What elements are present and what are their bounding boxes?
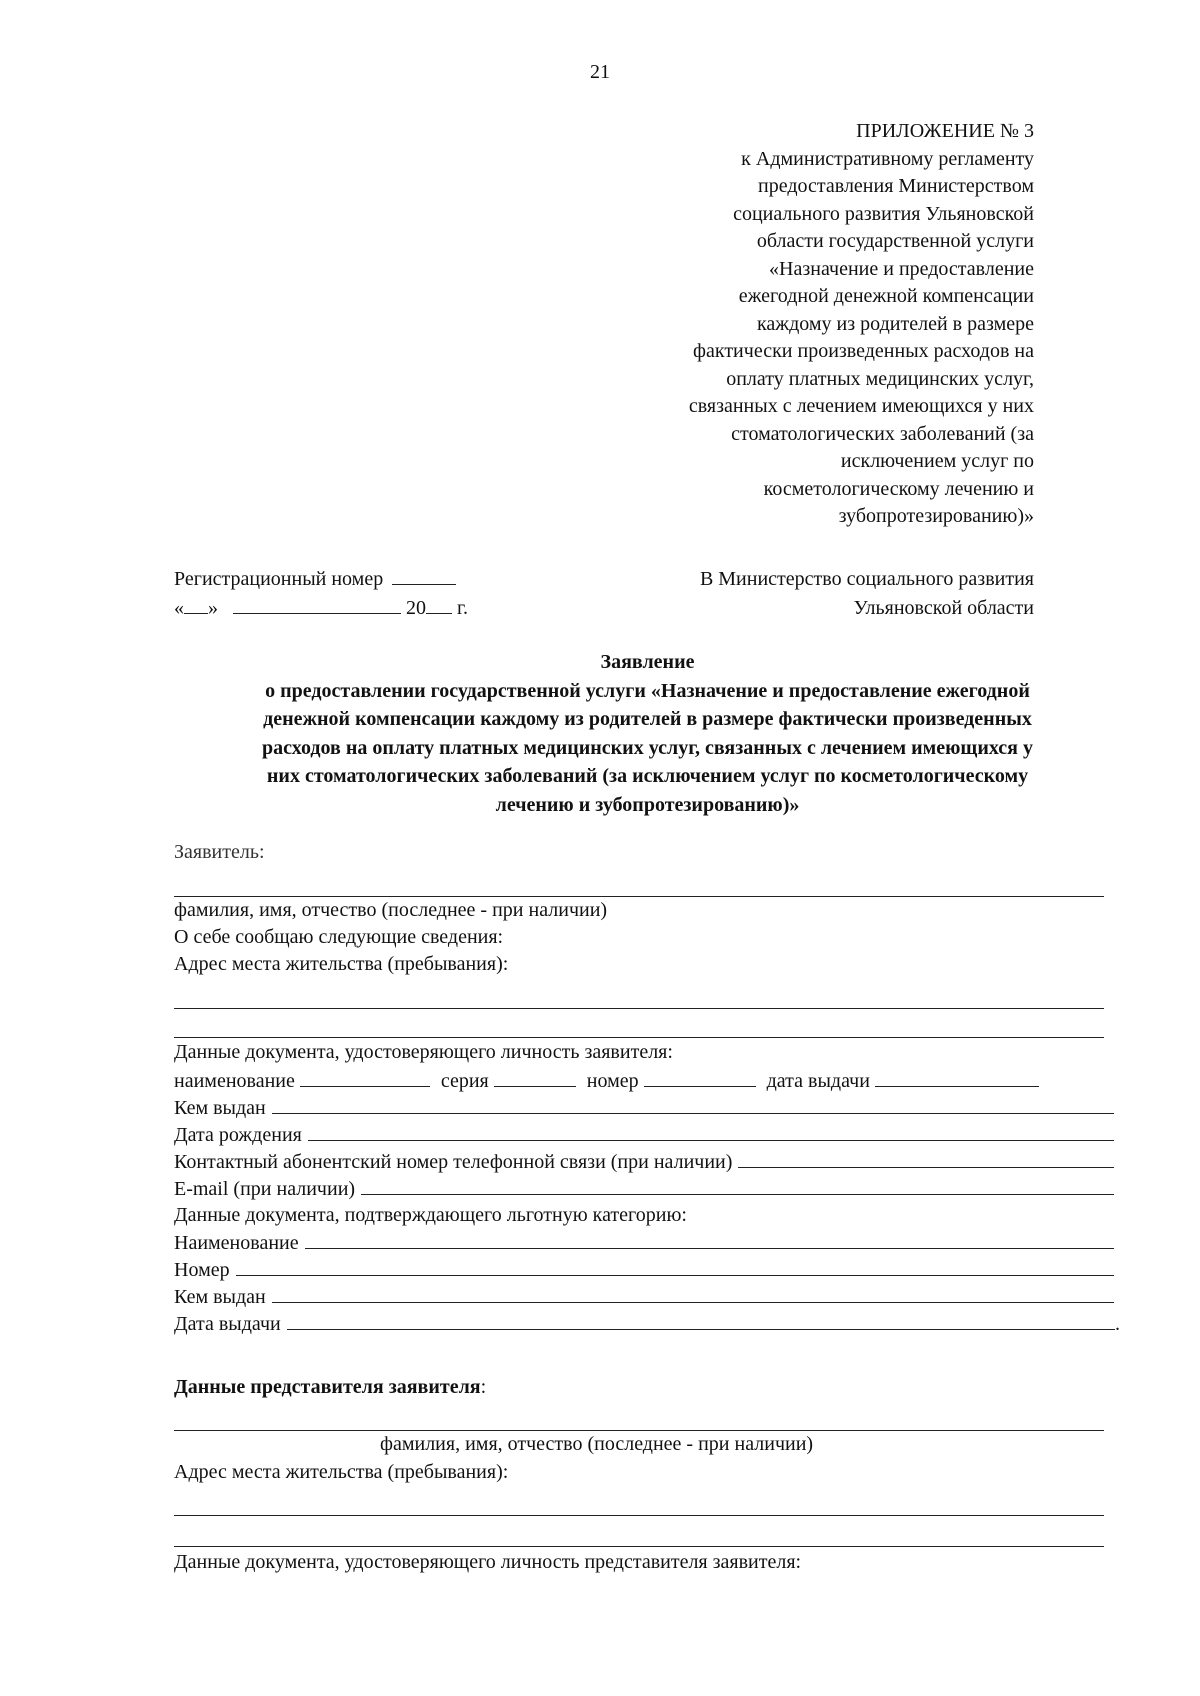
representative-heading	[174, 1375, 486, 1400]
appendix-line: косметологическому лечению и	[763, 477, 1034, 500]
appendix-line: «Назначение и предоставление	[769, 257, 1034, 280]
year-prefix: 20	[406, 597, 426, 619]
addressee-block	[700, 565, 1034, 623]
birth-date-label: Дата рождения	[174, 1124, 302, 1146]
doc-series-label: серия	[440, 1070, 489, 1092]
benefit-issued-by-label: Кем выдан	[174, 1286, 266, 1308]
representative-fio-field[interactable]	[174, 1430, 1104, 1431]
benefit-issued-by-field[interactable]	[272, 1284, 1114, 1303]
email-field[interactable]	[361, 1176, 1114, 1195]
appendix-line: фактически произведенных расходов на	[693, 340, 1034, 362]
date-close-quote: »	[208, 597, 218, 619]
appendix-line: стоматологических заболеваний (за	[731, 422, 1034, 445]
issued-by-row	[174, 1095, 1114, 1121]
benefit-number-row	[174, 1257, 1114, 1283]
appendix-line: зубопротезированию)»	[838, 505, 1034, 527]
email-row	[174, 1176, 1114, 1202]
addressee-line: Ульяновской области	[853, 597, 1034, 619]
page-number: 21	[590, 61, 610, 83]
day-field[interactable]	[184, 595, 208, 614]
heading-line: расходов на оплату платных медицинских услуг, связанных с лечением имеющихся у	[262, 736, 1033, 759]
phone-row	[174, 1149, 1114, 1175]
issued-by-label: Кем выдан	[174, 1097, 266, 1119]
applicant-address-field-2[interactable]	[174, 1037, 1104, 1038]
heading-line: них стоматологических заболеваний (за исключением услуг по косметологическому	[266, 765, 1029, 787]
appendix-line: области государственной услуги	[756, 230, 1034, 252]
phone-field[interactable]	[738, 1149, 1114, 1168]
appendix-line: оплату платных медицинских услуг,	[726, 367, 1034, 390]
appendix-line: ежегодной денежной компенсации	[738, 285, 1034, 307]
registration-block	[174, 565, 468, 623]
application-heading	[170, 648, 1125, 819]
doc-series-field[interactable]	[494, 1068, 576, 1087]
appendix-line: связанных с лечением имеющихся у них	[688, 395, 1034, 417]
doc-number-field[interactable]	[644, 1068, 756, 1087]
appendix-title: ПРИЛОЖЕНИЕ № 3	[856, 120, 1034, 142]
benefit-issued-by-row	[174, 1284, 1114, 1310]
heading-line: лечению и зубопротезированию)»	[495, 793, 800, 816]
registration-number-row	[174, 565, 468, 594]
benefit-issue-date-field[interactable]	[287, 1311, 1115, 1330]
date-open-quote: «	[174, 597, 184, 619]
representative-address-label: Адрес места жительства (пребывания):	[174, 1461, 509, 1483]
applicant-fio-caption: фамилия, имя, отчество (последнее - при наличии)	[174, 899, 608, 921]
applicant-fio-field[interactable]	[174, 896, 1104, 897]
appendix-line: к Административному регламенту	[741, 147, 1034, 170]
applicant-label: Заявитель:	[174, 841, 265, 863]
representative-label: Данные представителя заявителя	[174, 1376, 481, 1398]
benefit-number-field[interactable]	[236, 1257, 1114, 1276]
appendix-line: исключением услуг по	[840, 450, 1034, 472]
representative-colon: :	[480, 1376, 487, 1398]
benefit-doc-label: Данные документа, подтверждающего льготную категорию:	[174, 1204, 687, 1226]
benefit-name-field[interactable]	[305, 1230, 1114, 1249]
month-field[interactable]	[233, 595, 401, 614]
doc-issue-date-label: дата выдачи	[766, 1070, 870, 1092]
applicant-address-field-1[interactable]	[174, 1008, 1104, 1009]
doc-number-label: номер	[586, 1070, 639, 1092]
registration-date-row	[174, 594, 468, 623]
heading-line: денежной компенсации каждому из родителей в размере фактически произведенных	[263, 708, 1032, 730]
id-doc-row	[174, 1068, 1114, 1094]
trailing-dot: .	[1115, 1313, 1120, 1335]
issued-by-field[interactable]	[272, 1095, 1114, 1114]
representative-fio-caption: фамилия, имя, отчество (последнее - при наличии)	[380, 1433, 814, 1455]
email-label: E-mail (при наличии)	[174, 1178, 356, 1200]
registration-number-field[interactable]	[392, 566, 456, 585]
addressee-line: В Министерство социального развития	[699, 568, 1034, 590]
representative-address-field-2[interactable]	[174, 1546, 1104, 1547]
benefit-issue-date-row	[174, 1311, 1120, 1337]
benefit-number-label: Номер	[174, 1259, 230, 1281]
self-info-label: О себе сообщаю следующие сведения:	[174, 926, 504, 948]
doc-name-label: наименование	[174, 1070, 295, 1092]
benefit-name-label: Наименование	[174, 1232, 299, 1254]
year-suffix: г.	[457, 597, 468, 619]
year-field[interactable]	[426, 595, 452, 614]
doc-name-field[interactable]	[300, 1068, 430, 1087]
benefit-name-row	[174, 1230, 1114, 1256]
appendix-line: предоставления Министерством	[758, 175, 1034, 197]
appendix-line: социального развития Ульяновской	[733, 202, 1034, 225]
appendix-block	[689, 118, 1034, 531]
phone-label: Контактный абонентский номер телефонной связи (при наличии)	[174, 1151, 733, 1173]
benefit-issue-date-label: Дата выдачи	[174, 1313, 281, 1335]
representative-id-doc-label: Данные документа, удостоверяющего личность представителя заявителя:	[174, 1551, 802, 1573]
applicant-address-label: Адрес места жительства (пребывания):	[174, 953, 509, 975]
birth-date-field[interactable]	[308, 1122, 1114, 1141]
appendix-line: каждому из родителей в размере	[757, 312, 1034, 335]
representative-address-field-1[interactable]	[174, 1515, 1104, 1516]
birth-date-row	[174, 1122, 1114, 1148]
registration-number-label: Регистрационный номер	[174, 568, 384, 590]
heading-line: о предоставлении государственной услуги «Назначение и предоставление ежегодной	[265, 679, 1030, 702]
id-doc-label: Данные документа, удостоверяющего личность заявителя:	[174, 1041, 673, 1063]
application-title: Заявление	[600, 651, 695, 673]
doc-issue-date-field[interactable]	[875, 1068, 1039, 1087]
